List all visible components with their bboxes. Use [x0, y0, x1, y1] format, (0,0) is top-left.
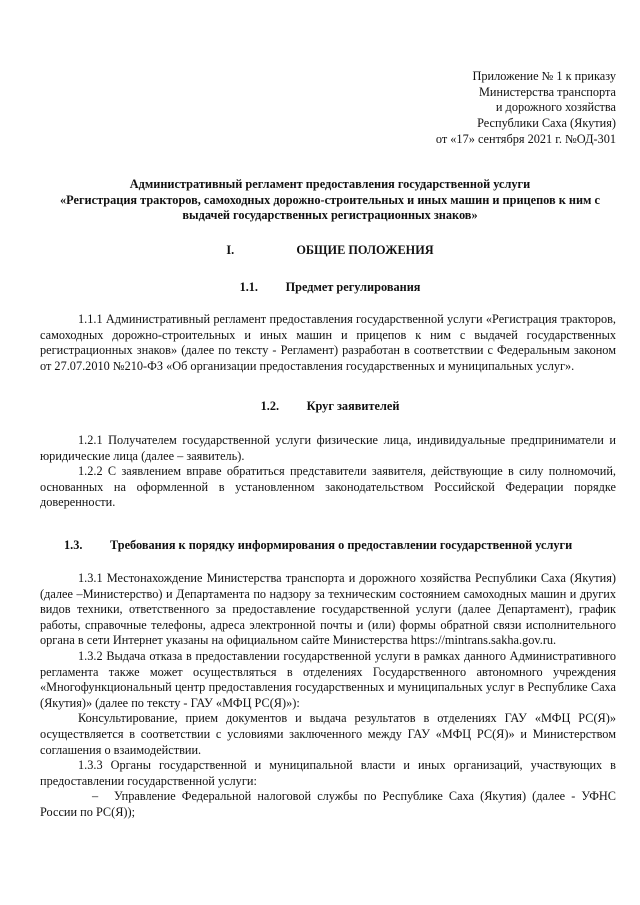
list-item-text: Управление Федеральной налоговой службы по Республике Саха (Якутия) (далее - УФНС России по РС(Я)); [40, 789, 616, 819]
title-line: Административный регламент предоставления государственной услуги [129, 177, 531, 191]
paragraph: 1.3.2 Выдача отказа в предоставлении государственной услуги в рамках данного Административного регламента также может осуществляться в отделениях Государственного автономного учреждения «Многофункциональный центр предоставления государственных и муниципальных услуг в Республике Саха (Якутия)» (далее по тексту - ГАУ «МФЦ РС(Я)»): [40, 648, 616, 710]
subsection-title: Предмет регулирования [285, 280, 421, 294]
subsection-number: 1.3. [64, 538, 83, 552]
section-title: ОБЩИЕ ПОЛОЖЕНИЯ [296, 243, 434, 257]
annex-line: и дорожного хозяйства [495, 100, 616, 115]
paragraph-block [40, 312, 616, 374]
annex-line: Республики Саха (Якутия) [477, 116, 616, 131]
subsection-title: Требования к порядку информирования о предоставлении государственной услуги [110, 538, 573, 552]
paragraph: 1.2.1 Получателем государственной услуги физические лица, индивидуальные предприниматели и юридические лица (далее – заявитель). [40, 433, 616, 463]
paragraph: 1.3.1 Местонахождение Министерства транспорта и дорожного хозяйства Республики Саха (Якутия) (далее –Министерство) и Департамента по надзору за техническим состоянием самоходных машин и других видов техники, ответственного за предоставление государственной услуги (далее Департамент), график работы, справочные телефоны, адреса электронной почты и (или) формы обратной связи исполнительного органа в сети Интернет указаны на официальном сайте Министерства https://mintrans.sakha.gov.ru. [40, 571, 616, 648]
list-item [40, 789, 616, 820]
annex-line: Приложение № 1 к приказу [472, 69, 616, 83]
section-number: I. [226, 243, 235, 257]
paragraph: 1.2.2 С заявлением вправе обратиться представители заявителя, действующие в силу полномочий, основанных на оформленной в установленном законодательством Российской Федерации порядке доверенности. [40, 464, 616, 510]
paragraph: Консультирование, прием документов и выдача результатов в отделениях ГАУ «МФЦ РС(Я)» осуществляется в соответствии с условиями заключенного между ГАУ «МФЦ РС(Я)» и Министерством соглашения о взаимодействии. [40, 711, 616, 757]
paragraph-block [40, 571, 616, 821]
paragraph-block [40, 433, 616, 511]
subsection-heading [40, 399, 620, 414]
subsection-number: 1.1. [239, 280, 259, 294]
subsection-number: 1.2. [260, 399, 280, 413]
paragraph: 1.3.3 Органы государственной и муниципальной власти и иных организаций, участвующих в предоставлении государственной услуги: [40, 758, 616, 788]
subsection-heading [40, 280, 620, 295]
annex-line: от «17» сентября 2021 г. №ОД-301 [435, 131, 616, 146]
subsection-heading [64, 538, 572, 553]
annex-line: Министерства транспорта [479, 84, 616, 99]
title-line: «Регистрация тракторов, самоходных дорожно-строительных и иных машин и прицепов к ним с [60, 192, 600, 207]
dash-marker: – [92, 789, 99, 804]
section-heading [40, 243, 620, 258]
title-line: выдачей государственных регистрационных знаков» [182, 208, 478, 223]
subsection-title: Круг заявителей [306, 399, 400, 413]
paragraph: 1.1.1 Административный регламент предоставления государственной услуги «Регистрация тракторов, самоходных дорожно-строительных и иных машин и прицепов к ним с выдачей государственных регистрационных знаков» (далее по тексту - Регламент) разработан в соответствии с Федеральным законом от 27.07.2010 №210-ФЗ «Об организации предоставления государственных и муниципальных услуг». [40, 312, 616, 373]
document-title [40, 177, 620, 224]
annex-block [436, 69, 616, 148]
